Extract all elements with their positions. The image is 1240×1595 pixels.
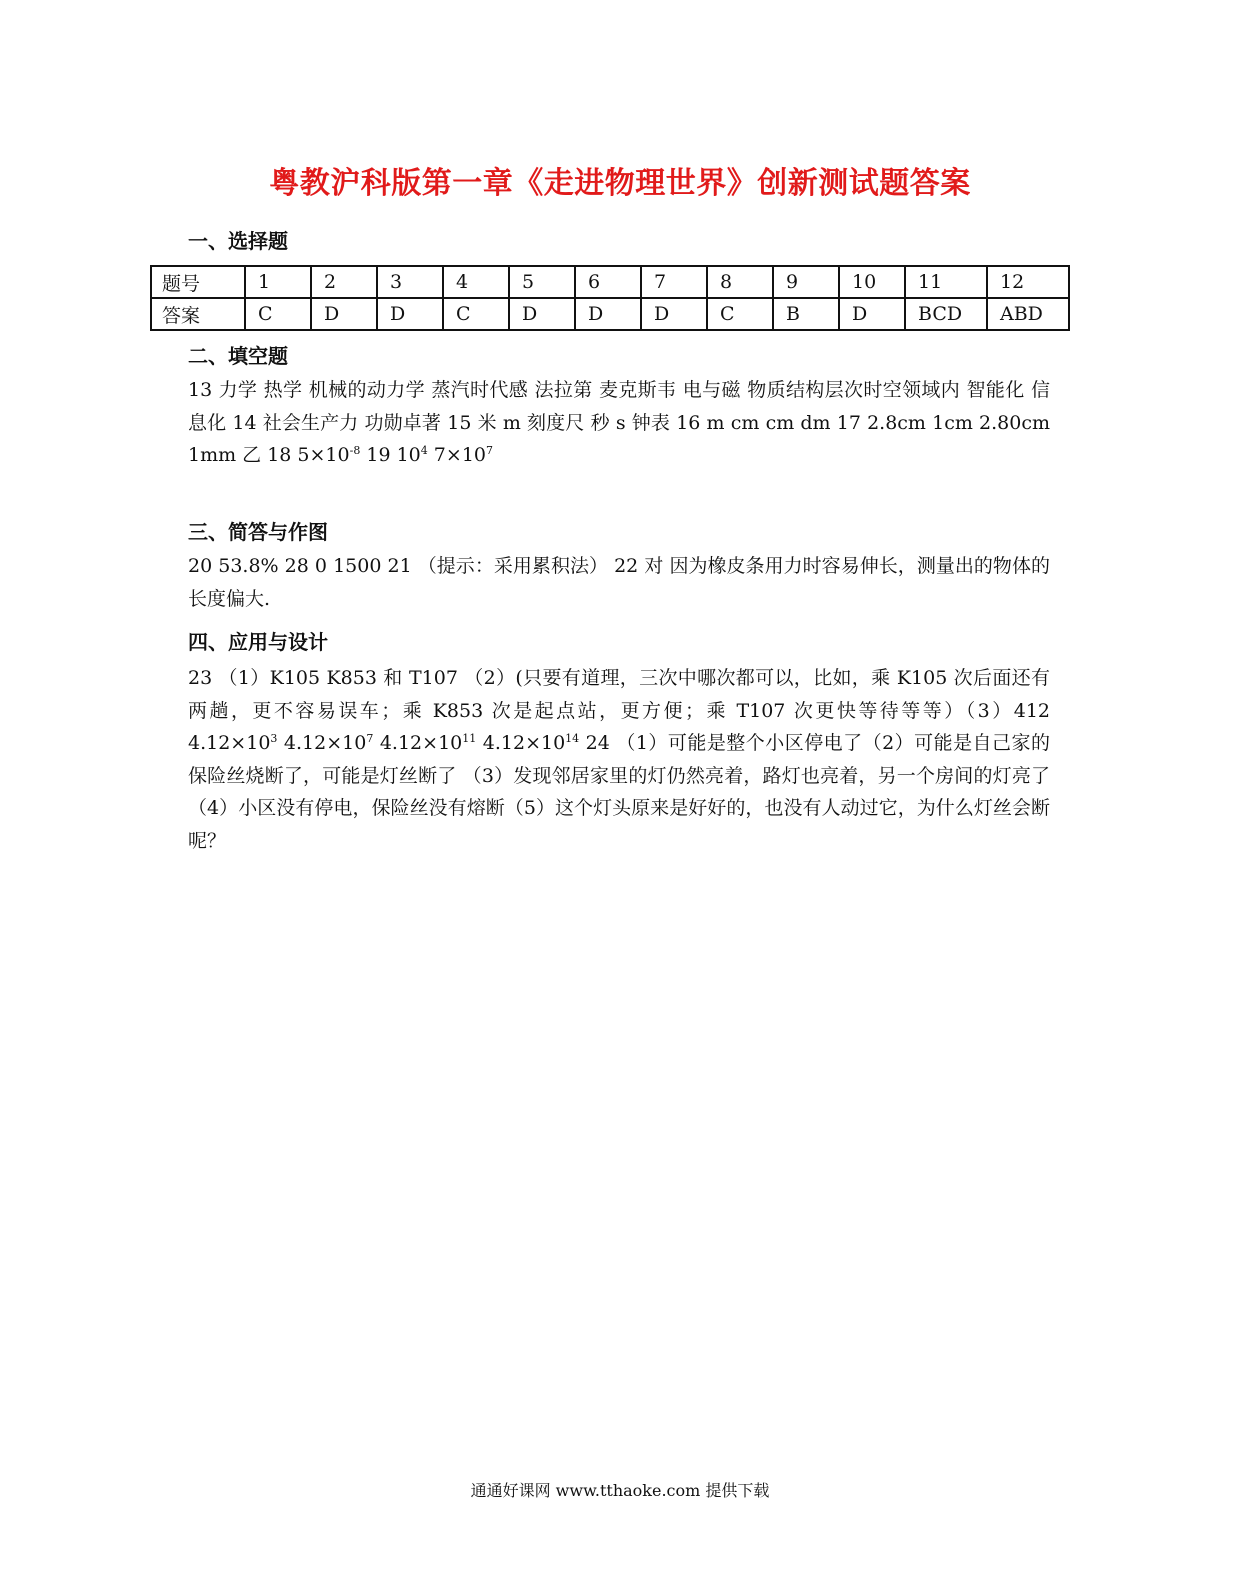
application-text-d: 4.12×10	[476, 732, 566, 754]
section-heading-fill-blank: 二、填空题	[188, 344, 288, 368]
exponent: 11	[462, 732, 477, 745]
question-number-cell: 3	[377, 266, 443, 298]
answer-cell: C	[245, 298, 311, 330]
exponent: 3	[270, 732, 278, 745]
fill-blank-answers	[188, 374, 1050, 472]
section-heading-choice: 一、选择题	[188, 229, 288, 253]
fill-blank-text-b: 19 10	[360, 444, 421, 466]
answer-cell: D	[839, 298, 905, 330]
answer-cell: D	[377, 298, 443, 330]
answer-cell: C	[707, 298, 773, 330]
application-text-b: 4.12×10	[277, 732, 367, 754]
question-number-cell: 8	[707, 266, 773, 298]
answer-cell: C	[443, 298, 509, 330]
fill-blank-text-c: 7×10	[427, 444, 486, 466]
question-number-row	[151, 266, 1069, 298]
answer-cell: ABD	[987, 298, 1069, 330]
exponent: 7	[366, 732, 374, 745]
answer-row	[151, 298, 1069, 330]
fill-blank-text-a: 13 力学 热学 机械的动力学 蒸汽时代感 法拉第 麦克斯韦 电与磁 物质结构层次时空领域内 智能化 信息化 14 社会生产力 功勋卓著 15 米 m 刻度尺 秒 s 钟表 16 m cm cm dm 17 2.8cm 1cm 2.80cm 1mm 乙 18 5×10	[188, 379, 1050, 466]
section-heading-application: 四、应用与设计	[188, 630, 328, 654]
row-header-question: 题号	[151, 266, 245, 298]
question-number-cell: 2	[311, 266, 377, 298]
question-number-cell: 6	[575, 266, 641, 298]
page-title: 粤教沪科版第一章《走进物理世界》创新测试题答案	[269, 166, 971, 201]
question-number-cell: 7	[641, 266, 707, 298]
question-number-cell: 10	[839, 266, 905, 298]
exponent: 14	[565, 732, 580, 745]
answer-cell: BCD	[905, 298, 987, 330]
application-answers	[188, 662, 1050, 857]
question-number-cell: 9	[773, 266, 839, 298]
question-number-cell: 12	[987, 266, 1069, 298]
exponent: 4	[420, 444, 428, 457]
application-text-c: 4.12×10	[373, 732, 463, 754]
exponent: 7	[486, 444, 493, 457]
question-number-cell: 4	[443, 266, 509, 298]
application-text-e: 24 （1）可能是整个小区停电了（2）可能是自己家的保险丝烧断了，可能是灯丝断了 （3）发现邻居家里的灯仍然亮着，路灯也亮着，另一个房间的灯亮了 （4）小区没有停电，保险丝没有熔断（5）这个灯头原来是好好的，也没有人动过它，为什么灯丝会断呢？	[188, 732, 1050, 852]
section-heading-short-answer: 三、简答与作图	[188, 520, 328, 544]
question-number-cell: 11	[905, 266, 987, 298]
answer-cell: D	[509, 298, 575, 330]
answer-cell: B	[773, 298, 839, 330]
answer-cell: D	[575, 298, 641, 330]
footer-source: 通通好课网 www.tthaoke.com 提供下载	[470, 1481, 770, 1500]
answer-cell: D	[311, 298, 377, 330]
row-header-answer: 答案	[151, 298, 245, 330]
short-answer-text: 20 53.8% 28 0 1500 21 （提示：采用累积法） 22 对 因为橡皮条用力时容易伸长，测量出的物体的长度偏大.	[188, 555, 1050, 610]
answer-cell: D	[641, 298, 707, 330]
application-text-a: 23 （1）K105 K853 和 T107 （2）(只要有道理，三次中哪次都可以，比如，乘 K105 次后面还有两趟，更不容易误车；乘 K853 次是起点站，更方便；乘 T107 次更快等待等等）（3）412 4.12×10	[188, 667, 1050, 754]
exponent: -8	[349, 444, 361, 457]
question-number-cell: 1	[245, 266, 311, 298]
answer-table	[150, 265, 1070, 331]
question-number-cell: 5	[509, 266, 575, 298]
